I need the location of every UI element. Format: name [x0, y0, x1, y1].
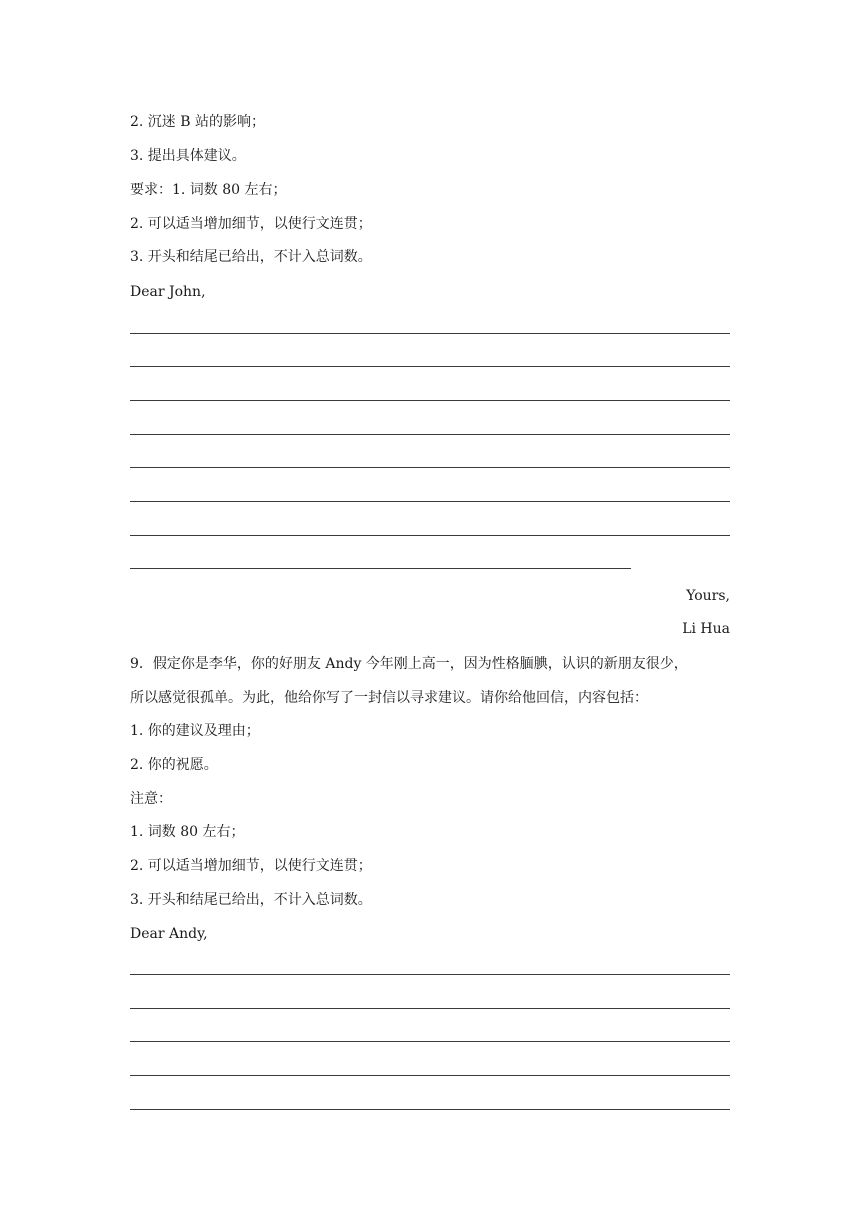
writing-line[interactable]: [130, 568, 631, 569]
task8-requirement: 3. 开头和结尾已给出，不计入总词数。: [130, 249, 372, 265]
task8-salutation: Dear John,: [130, 284, 206, 300]
writing-line[interactable]: [130, 501, 730, 502]
writing-line[interactable]: [130, 1109, 730, 1110]
writing-line[interactable]: [130, 974, 730, 975]
task9-content-item: 2. 你的祝愿。: [130, 757, 218, 773]
writing-line[interactable]: [130, 1008, 730, 1009]
task8-closing: Yours,: [686, 588, 730, 604]
writing-line[interactable]: [130, 333, 730, 334]
task9-prompt-line: 9．假定你是李华，你的好朋友 Andy 今年刚上高一，因为性格腼腆，认识的新朋友很少，: [130, 656, 688, 672]
writing-line[interactable]: [130, 1075, 730, 1076]
writing-line[interactable]: [130, 400, 730, 401]
writing-line[interactable]: [130, 1041, 730, 1042]
task9-prompt-line: 所以感觉很孤单。为此，他给你写了一封信以寻求建议。请你给他回信，内容包括：: [130, 690, 648, 706]
task8-requirements-intro: 要求：1. 词数 80 左右；: [130, 182, 287, 198]
writing-line[interactable]: [130, 467, 730, 468]
writing-line[interactable]: [130, 434, 730, 435]
task9-note: 3. 开头和结尾已给出，不计入总词数。: [130, 892, 372, 908]
task8-signature: Li Hua: [682, 621, 730, 637]
task9-note: 1. 词数 80 左右；: [130, 824, 245, 840]
task8-requirement: 2. 可以适当增加细节，以使行文连贯；: [130, 216, 372, 232]
task8-content-item: 2. 沉迷 B 站的影响；: [130, 114, 265, 130]
task9-notes-heading: 注意：: [130, 791, 172, 807]
task9-content-item: 1. 你的建议及理由；: [130, 723, 260, 739]
writing-line[interactable]: [130, 535, 730, 536]
writing-line[interactable]: [130, 366, 730, 367]
task9-salutation: Dear Andy,: [130, 926, 208, 942]
task9-note: 2. 可以适当增加细节，以使行文连贯；: [130, 858, 372, 874]
task8-content-item: 3. 提出具体建议。: [130, 148, 246, 164]
